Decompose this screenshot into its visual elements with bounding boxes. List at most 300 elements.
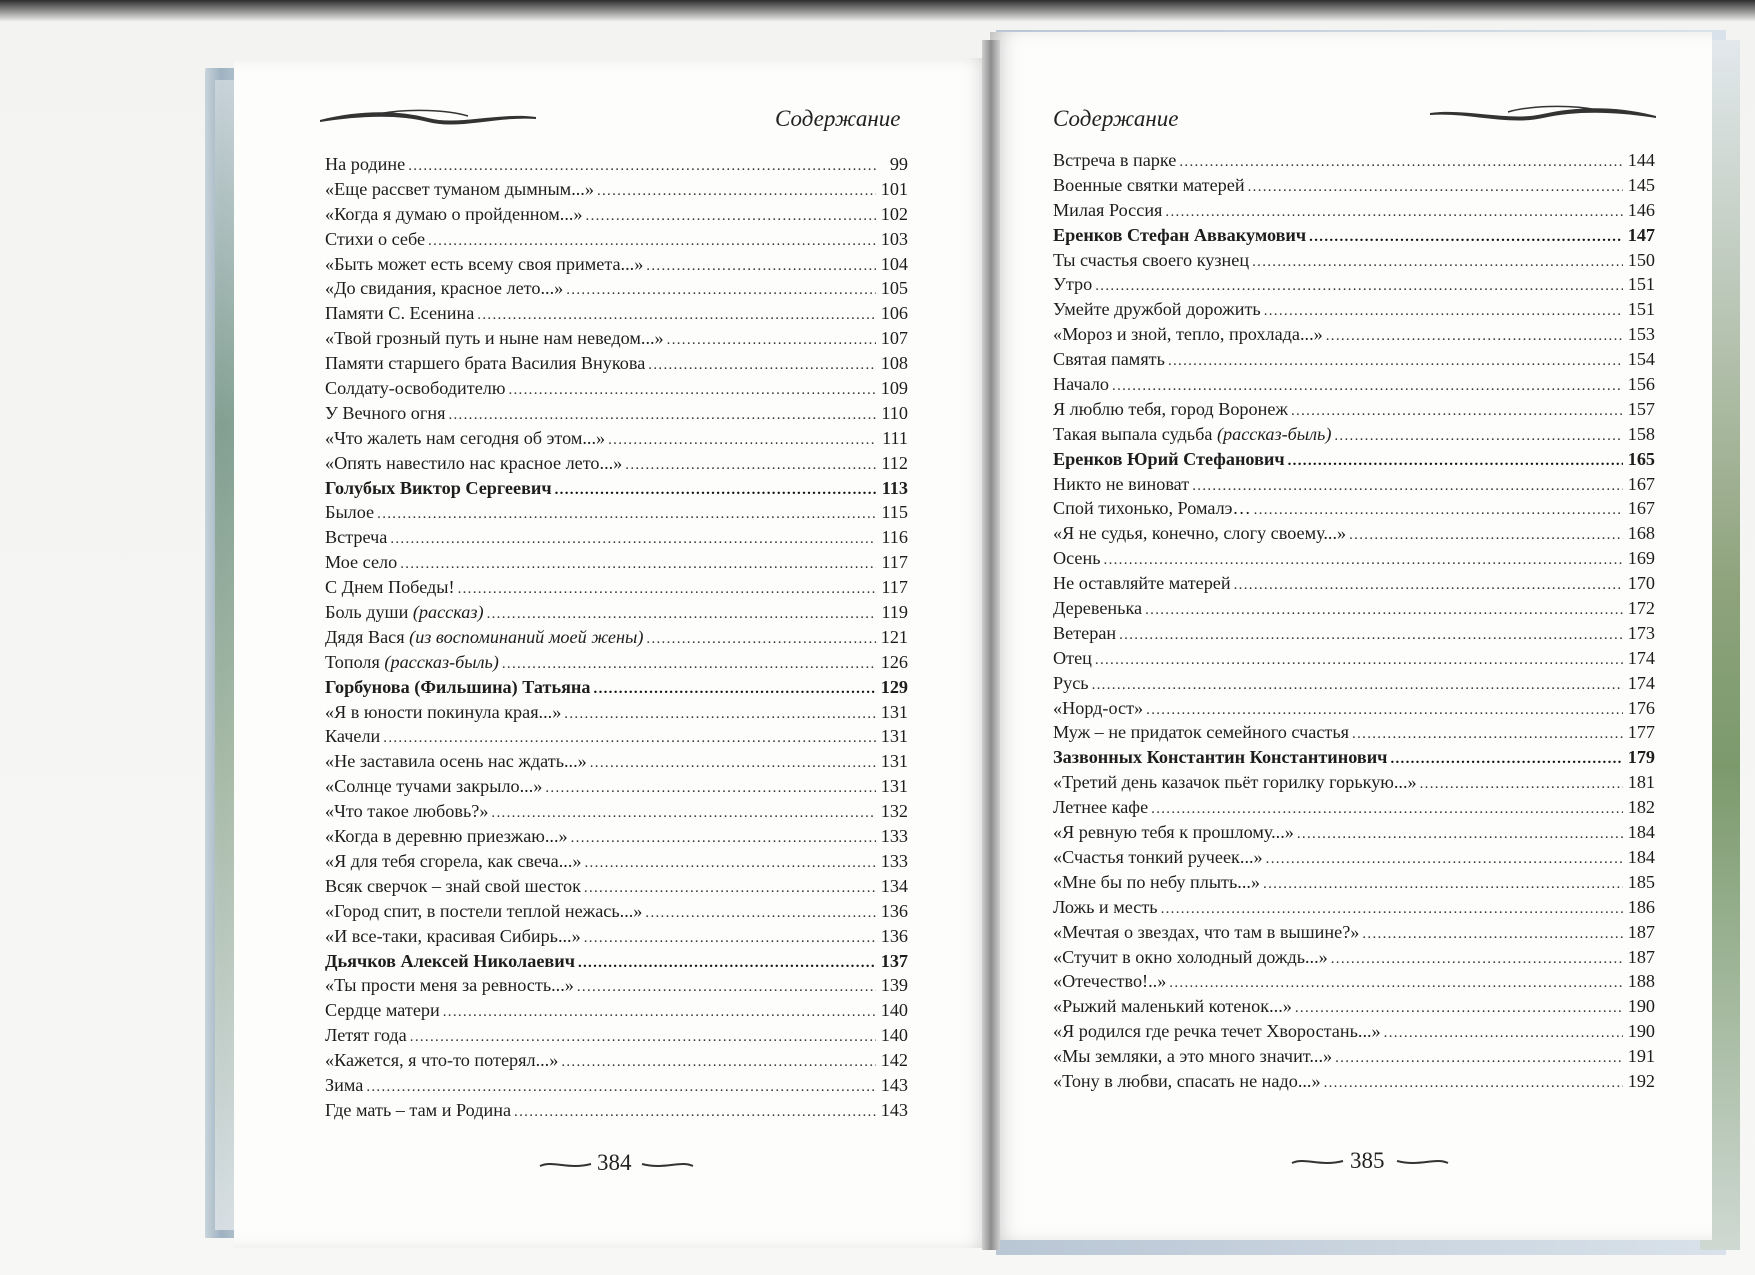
toc-leader-dots xyxy=(377,507,876,522)
toc-entry-title-text: Горбунова (Фильшина) Татьяна xyxy=(325,676,591,697)
toc-entry xyxy=(325,826,908,851)
toc-entry-title xyxy=(1053,623,1119,644)
toc-entry xyxy=(1053,623,1655,648)
toc-leader-dots xyxy=(1165,205,1623,220)
toc-entry-title xyxy=(1053,996,1295,1017)
toc-leader-dots xyxy=(1254,503,1623,518)
toc-leader-dots xyxy=(448,408,876,423)
toc-leader-dots xyxy=(667,333,876,348)
toc-entry-title-text: «Когда в деревню приезжаю...» xyxy=(325,826,568,847)
toc-entry-title-text: Умейте дружбой дорожить xyxy=(1053,299,1261,320)
toc-leader-dots xyxy=(564,707,876,722)
toc-entry xyxy=(325,876,908,901)
toc-leader-dots xyxy=(1151,802,1623,817)
toc-entry-title-text: «Рыжий маленький котенок...» xyxy=(1053,996,1292,1017)
toc-entry-title xyxy=(325,801,491,822)
toc-leader-dots xyxy=(383,731,876,746)
toc-entry-title xyxy=(1053,947,1331,968)
book-gutter xyxy=(982,40,1000,1250)
toc-entry xyxy=(325,1025,908,1050)
toc-entry-title-text: Спой тихонько, Ромалэ… xyxy=(1053,498,1251,519)
toc-entry-page: 119 xyxy=(881,602,908,623)
toc-entry-note: (рассказ) xyxy=(412,602,484,623)
toc-entry-title xyxy=(1053,598,1145,619)
toc-entry-title-text: «Я родился где речка течет Хворостань...» xyxy=(1053,1021,1381,1042)
toc-entry-title xyxy=(325,1075,366,1096)
toc-entry-page: 188 xyxy=(1627,971,1655,992)
toc-leader-dots xyxy=(1119,628,1623,643)
toc-leader-dots xyxy=(514,1105,876,1120)
toc-entry-title xyxy=(325,677,594,698)
toc-leader-dots xyxy=(1095,653,1623,668)
toc-entry-title-text: Мое село xyxy=(325,552,398,573)
toc-entry xyxy=(325,204,908,229)
toc-entry xyxy=(325,901,908,926)
toc-entry-page: 190 xyxy=(1627,1021,1655,1042)
toc-leader-dots xyxy=(1334,429,1623,444)
toc-entry-title-text: Утро xyxy=(1053,274,1093,295)
toc-leader-dots xyxy=(366,1080,876,1095)
toc-entry xyxy=(1053,150,1655,175)
toc-entry-title-text: Голубых Виктор Сергеевич xyxy=(325,477,552,498)
toc-author-entry xyxy=(1053,747,1655,772)
toc-entry-page: 126 xyxy=(880,651,908,672)
toc-entry-page: 129 xyxy=(880,676,908,697)
toc-entry-title-text: «Мечтая о звездах, что там в вышине?» xyxy=(1053,921,1360,942)
toc-leader-dots xyxy=(1095,279,1623,294)
toc-entry-title xyxy=(325,1050,561,1071)
toc-entry-note: (рассказ-быль) xyxy=(1216,423,1332,444)
page-number-left: 384 xyxy=(597,1150,632,1175)
toc-entry-page: 111 xyxy=(882,427,908,448)
toc-entry-page: 176 xyxy=(1627,697,1655,718)
toc-entry-title xyxy=(1053,897,1161,918)
toc-entry xyxy=(1053,424,1655,449)
toc-entry-page: 115 xyxy=(881,502,908,523)
toc-entry-page: 169 xyxy=(1627,548,1655,569)
toc-entry xyxy=(325,627,908,652)
toc-entry xyxy=(1053,399,1655,424)
toc-leader-dots xyxy=(566,283,876,298)
toc-author-entry xyxy=(325,677,908,702)
toc-leader-dots xyxy=(1179,155,1623,170)
toc-entry xyxy=(1053,349,1655,374)
toc-leader-dots xyxy=(1092,678,1623,693)
toc-entry xyxy=(325,602,908,627)
toc-entry-page: 154 xyxy=(1627,349,1655,370)
toc-leader-dots xyxy=(561,1055,876,1070)
toc-entry-title-text: «Что жалеть нам сегодня об этом...» xyxy=(325,427,606,448)
toc-leader-dots xyxy=(443,1005,876,1020)
page-number-ornament-right2-icon xyxy=(1395,1155,1450,1169)
toc-entry-title-text: Дьячков Алексей Николаевич xyxy=(325,950,575,971)
toc-entry-note: (рассказ-быль) xyxy=(384,651,499,672)
toc-entry-title-text: Ложь и месть xyxy=(1053,896,1158,917)
toc-entry-title xyxy=(325,303,477,324)
toc-leader-dots xyxy=(1362,927,1623,942)
page-number-ornament-right-icon xyxy=(1290,1155,1345,1169)
toc-entry-title-text: Всяк сверчок – знай свой шесток xyxy=(325,875,581,896)
toc-leader-dots xyxy=(1264,304,1623,319)
toc-leader-dots xyxy=(584,856,876,871)
toc-entry-title xyxy=(325,353,648,374)
toc-entry-page: 106 xyxy=(880,303,908,324)
toc-entry-title xyxy=(1053,150,1179,171)
toc-entry-title-text: Дядя Вася xyxy=(325,626,405,647)
toc-entry-title-text: Зима xyxy=(325,1074,364,1095)
toc-entry-title-text: Отец xyxy=(1053,647,1092,668)
toc-entry-page: 181 xyxy=(1627,772,1655,793)
toc-entry xyxy=(1053,1021,1655,1046)
toc-entry-title-text: На родине xyxy=(325,154,406,174)
toc-leader-dots xyxy=(408,159,876,174)
toc-entry-title-text: Еренков Стефан Аввакумович xyxy=(1053,224,1307,245)
toc-entry-title xyxy=(1053,424,1334,445)
toc-entry-title xyxy=(1053,747,1390,768)
toc-entry-title-text: Милая Россия xyxy=(1053,199,1163,220)
toc-entry-title-text: Ты счастья своего кузнец xyxy=(1053,249,1250,270)
toc-entry-title xyxy=(325,951,578,972)
toc-entry xyxy=(1053,1046,1655,1071)
toc-entry xyxy=(325,254,908,279)
toc-author-entry xyxy=(1053,449,1655,474)
toc-entry-page: 99 xyxy=(889,154,908,174)
toc-entry xyxy=(1053,1071,1655,1096)
toc-entry-title xyxy=(1053,1071,1324,1092)
toc-entry-title-text: Зазвонных Константин Константинович xyxy=(1053,747,1388,768)
toc-entry-title xyxy=(1053,349,1168,370)
toc-entry-title-text: «Я не судья, конечно, слогу своему...» xyxy=(1053,523,1347,544)
toc-entry-page: 191 xyxy=(1627,1046,1655,1067)
toc-entry-title-text: «Третий день казачок пьёт горилку горькую...» xyxy=(1053,772,1417,793)
toc-entry xyxy=(1053,772,1655,797)
toc-entry-title-text: «Ты прости меня за ревность...» xyxy=(325,975,574,996)
toc-leader-dots xyxy=(390,532,876,547)
toc-entry-title-text: Осень xyxy=(1053,548,1101,569)
toc-entry-title-text: «Мороз и зной, тепло, прохлада...» xyxy=(1053,324,1323,345)
toc-entry-title-text: «Солнце тучами закрыло...» xyxy=(325,776,543,797)
toc-entry-title xyxy=(1053,822,1297,843)
toc-entry xyxy=(325,726,908,751)
toc-entry xyxy=(325,751,908,776)
toc-entry xyxy=(325,702,908,727)
toc-leader-dots xyxy=(1145,603,1623,618)
toc-entry-page: 156 xyxy=(1627,374,1655,395)
toc-leader-dots xyxy=(646,259,876,274)
toc-entry-title xyxy=(1053,324,1326,345)
toc-entry xyxy=(1053,673,1655,698)
toc-leader-dots xyxy=(508,383,876,398)
toc-leader-dots xyxy=(1324,1076,1623,1091)
toc-entry-title-text: Летнее кафе xyxy=(1053,797,1149,818)
toc-entry xyxy=(325,453,908,478)
toc-entry-title-text: Солдату-освободителю xyxy=(325,378,506,399)
toc-entry-page: 104 xyxy=(880,253,908,274)
toc-entry-title xyxy=(325,826,571,847)
toc-leader-dots xyxy=(1291,404,1623,419)
toc-entry-title-text: «Опять навестило нас красное лето...» xyxy=(325,452,623,473)
toc-leader-dots xyxy=(1349,528,1623,543)
toc-entry-page: 151 xyxy=(1627,274,1655,295)
toc-entry-title-text: Памяти старшего брата Василия Внукова xyxy=(325,353,646,374)
toc-entry-title-text: «И все-таки, красивая Сибирь...» xyxy=(325,925,581,946)
toc-leader-dots xyxy=(1161,902,1623,917)
toc-entry-page: 121 xyxy=(880,626,908,647)
toc-leader-dots xyxy=(578,956,876,971)
toc-entry-title xyxy=(1053,374,1112,395)
toc-entry-title xyxy=(325,502,377,523)
toc-entry-title xyxy=(325,229,428,250)
toc-entry-title xyxy=(325,926,584,947)
toc-entry-title-text: «Мне бы по небу плыть...» xyxy=(1053,871,1261,892)
toc-entry xyxy=(1053,947,1655,972)
toc-entry-title-text: У Вечного огня xyxy=(325,402,446,423)
toc-entry-page: 165 xyxy=(1627,448,1655,469)
toc-entry-page: 177 xyxy=(1627,722,1655,743)
toc-entry-title xyxy=(1053,548,1104,569)
toc-entry-title-text: Никто не виноват xyxy=(1053,473,1190,494)
toc-leader-dots xyxy=(1192,479,1623,494)
toc-entry-title xyxy=(1053,474,1192,495)
toc-entry-title-text: Где мать – там и Родина xyxy=(325,1099,512,1120)
toc-left-list xyxy=(325,154,908,1125)
toc-entry xyxy=(1053,498,1655,523)
toc-entry-page: 150 xyxy=(1627,249,1655,270)
toc-entry-page: 185 xyxy=(1627,871,1655,892)
toc-entry-page: 174 xyxy=(1627,647,1655,668)
toc-entry-title xyxy=(325,851,584,872)
toc-leader-dots xyxy=(1263,877,1623,892)
toc-entry-page: 113 xyxy=(881,477,908,498)
toc-leader-dots xyxy=(1335,1051,1623,1066)
toc-entry xyxy=(1053,698,1655,723)
toc-entry xyxy=(1053,822,1655,847)
toc-entry-page: 136 xyxy=(880,900,908,921)
toc-entry xyxy=(1053,250,1655,275)
toc-entry xyxy=(1053,648,1655,673)
toc-entry-title xyxy=(325,602,487,623)
toc-entry xyxy=(1053,324,1655,349)
toc-entry-title xyxy=(1053,673,1092,694)
toc-entry-page: 133 xyxy=(880,826,908,847)
toc-entry-title-text: Такая выпала судьба xyxy=(1053,423,1213,444)
toc-entry-title-text: Качели xyxy=(325,726,381,747)
toc-entry-page: 131 xyxy=(880,726,908,747)
toc-entry-page: 143 xyxy=(880,1099,908,1120)
toc-entry-title-text: Боль души xyxy=(325,602,409,623)
toc-leader-dots xyxy=(1169,976,1623,991)
toc-entry-title-text: Святая память xyxy=(1053,349,1165,370)
toc-entry xyxy=(1053,374,1655,399)
toc-entry-title xyxy=(1053,1046,1335,1067)
toc-entry-title-text: Ветеран xyxy=(1053,622,1117,643)
toc-entry-page: 132 xyxy=(880,801,908,822)
toc-entry-page: 140 xyxy=(880,1000,908,1021)
toc-entry-page: 153 xyxy=(1627,324,1655,345)
toc-entry-title-text: «Счастья тонкий ручеек...» xyxy=(1053,846,1263,867)
toc-entry-page: 158 xyxy=(1627,423,1655,444)
toc-entry xyxy=(325,552,908,577)
toc-leader-dots xyxy=(1384,1026,1623,1041)
toc-leader-dots xyxy=(584,931,876,946)
toc-entry xyxy=(325,1100,908,1125)
toc-entry-title xyxy=(1053,922,1362,943)
toc-entry-title-text: «Отечество!..» xyxy=(1053,971,1167,992)
toc-entry xyxy=(325,428,908,453)
toc-entry-title-text: Тополя xyxy=(325,651,380,672)
toc-entry-title xyxy=(325,328,667,349)
toc-leader-dots xyxy=(428,234,876,249)
toc-entry-page: 151 xyxy=(1627,299,1655,320)
toc-entry-title xyxy=(325,726,383,747)
page-number-right: 385 xyxy=(1350,1148,1385,1173)
toc-entry-title xyxy=(325,278,566,299)
toc-entry-title xyxy=(325,1100,514,1121)
toc-entry-title-text: Встреча xyxy=(325,527,388,548)
toc-entry-title xyxy=(325,975,577,996)
toc-leader-dots xyxy=(1146,703,1623,718)
toc-author-entry xyxy=(1053,225,1655,250)
toc-leader-dots xyxy=(400,557,876,572)
toc-entry xyxy=(1053,722,1655,747)
toc-entry-title xyxy=(325,527,390,548)
toc-entry-page: 134 xyxy=(880,875,908,896)
toc-leader-dots xyxy=(1390,752,1623,767)
toc-entry xyxy=(325,975,908,1000)
toc-entry-title xyxy=(325,403,448,424)
toc-entry-title-text: С Днем Победы! xyxy=(325,577,455,598)
toc-entry xyxy=(325,801,908,826)
toc-entry-title xyxy=(325,179,597,200)
toc-entry xyxy=(325,179,908,204)
toc-entry-title xyxy=(1053,399,1291,420)
toc-entry xyxy=(325,502,908,527)
toc-leader-dots xyxy=(502,657,876,672)
toc-entry-page: 182 xyxy=(1627,797,1655,818)
toc-entry-page: 112 xyxy=(881,452,908,473)
toc-entry-page: 187 xyxy=(1627,946,1655,967)
toc-entry-title xyxy=(1053,175,1248,196)
toc-entry-title xyxy=(1053,1021,1384,1042)
toc-entry-page: 157 xyxy=(1627,398,1655,419)
toc-entry-page: 102 xyxy=(880,203,908,224)
toc-entry-title-text: «Кажется, я что-то потерял...» xyxy=(325,1050,559,1071)
page-number-ornament-left-icon xyxy=(538,1158,593,1172)
toc-leader-dots xyxy=(491,806,876,821)
toc-entry xyxy=(325,229,908,254)
toc-entry-note: (из воспоминаний моей жены) xyxy=(409,626,644,647)
toc-entry xyxy=(325,851,908,876)
toc-entry-page: 107 xyxy=(880,328,908,349)
toc-leader-dots xyxy=(1104,553,1623,568)
toc-entry-title-text: «Быть может есть всему своя примета...» xyxy=(325,253,644,274)
toc-entry xyxy=(325,776,908,801)
toc-entry-title-text: «Норд-ост» xyxy=(1053,697,1144,718)
toc-entry-page: 187 xyxy=(1627,921,1655,942)
toc-entry-title xyxy=(325,1025,410,1046)
toc-entry xyxy=(1053,474,1655,499)
toc-entry-page: 172 xyxy=(1627,598,1655,619)
toc-entry-page: 170 xyxy=(1627,573,1655,594)
toc-entry-title xyxy=(1053,772,1420,793)
toc-entry-title-text: Деревенька xyxy=(1053,598,1143,619)
toc-leader-dots xyxy=(594,682,876,697)
toc-entry-page: 131 xyxy=(880,701,908,722)
toc-leader-dots xyxy=(1266,852,1623,867)
toc-entry-title-text: «Город спит, в постели теплой нежась...» xyxy=(325,900,643,921)
toc-entry-page: 110 xyxy=(881,402,908,423)
toc-entry-title-text: «Когда я думаю о пройденном...» xyxy=(325,203,583,224)
toc-leader-dots xyxy=(590,756,876,771)
header-ornament-left-icon xyxy=(318,108,538,130)
toc-entry-title-text: Былое xyxy=(325,502,375,523)
toc-entry-title-text: «Мы земляки, а это много значит...» xyxy=(1053,1046,1333,1067)
toc-leader-dots xyxy=(648,358,876,373)
toc-entry-title xyxy=(1053,449,1288,470)
toc-leader-dots xyxy=(1326,329,1623,344)
toc-entry-title-text: «Что такое любовь?» xyxy=(325,801,489,822)
toc-entry xyxy=(325,652,908,677)
toc-entry-title xyxy=(325,154,408,175)
toc-entry-title-text: Русь xyxy=(1053,672,1089,693)
toc-leader-dots xyxy=(586,209,876,224)
toc-entry xyxy=(325,577,908,602)
toc-leader-dots xyxy=(584,881,876,896)
toc-entry xyxy=(1053,299,1655,324)
toc-entry-title-text: «До свидания, красное лето...» xyxy=(325,278,564,299)
toc-leader-dots xyxy=(571,831,876,846)
toc-entry-page: 133 xyxy=(880,850,908,871)
toc-entry-title-text: Сердце матери xyxy=(325,1000,440,1021)
toc-entry-page: 116 xyxy=(881,527,908,548)
toc-entry-title xyxy=(1053,971,1169,992)
toc-leader-dots xyxy=(545,781,876,796)
toc-leader-dots xyxy=(577,980,876,995)
toc-entry xyxy=(1053,573,1655,598)
toc-leader-dots xyxy=(625,458,876,473)
toc-entry-page: 108 xyxy=(880,353,908,374)
toc-entry-title xyxy=(1053,698,1146,719)
toc-entry-title-text: «Я ревную тебя к прошлому...» xyxy=(1053,822,1294,843)
toc-entry-page: 144 xyxy=(1627,150,1655,170)
toc-leader-dots xyxy=(597,184,876,199)
toc-leader-dots xyxy=(1309,230,1623,245)
toc-leader-dots xyxy=(645,906,876,921)
toc-entry-title xyxy=(325,751,590,772)
toc-entry xyxy=(1053,523,1655,548)
toc-entry-title-text: «Не заставила осень нас ждать...» xyxy=(325,751,587,772)
toc-entry xyxy=(1053,996,1655,1021)
toc-entry xyxy=(1053,872,1655,897)
toc-entry-title xyxy=(1053,797,1151,818)
header-ornament-right-icon xyxy=(1428,104,1658,126)
toc-entry xyxy=(325,278,908,303)
toc-entry-title-text: «Еще рассвет туманом дымным...» xyxy=(325,178,594,199)
toc-entry-title xyxy=(1053,872,1263,893)
header-title-left: Содержание xyxy=(775,106,901,131)
toc-entry-page: 179 xyxy=(1627,747,1655,768)
toc-entry-page: 131 xyxy=(880,776,908,797)
toc-entry xyxy=(1053,797,1655,822)
toc-entry-title xyxy=(325,1000,443,1021)
toc-entry xyxy=(1053,200,1655,225)
toc-entry-title xyxy=(325,627,646,648)
toc-entry xyxy=(325,1075,908,1100)
toc-entry-page: 145 xyxy=(1627,174,1655,195)
toc-entry xyxy=(325,378,908,403)
toc-entry xyxy=(325,154,908,179)
toc-entry-title-text: «Тону в любви, спасать не надо...» xyxy=(1053,1070,1321,1091)
